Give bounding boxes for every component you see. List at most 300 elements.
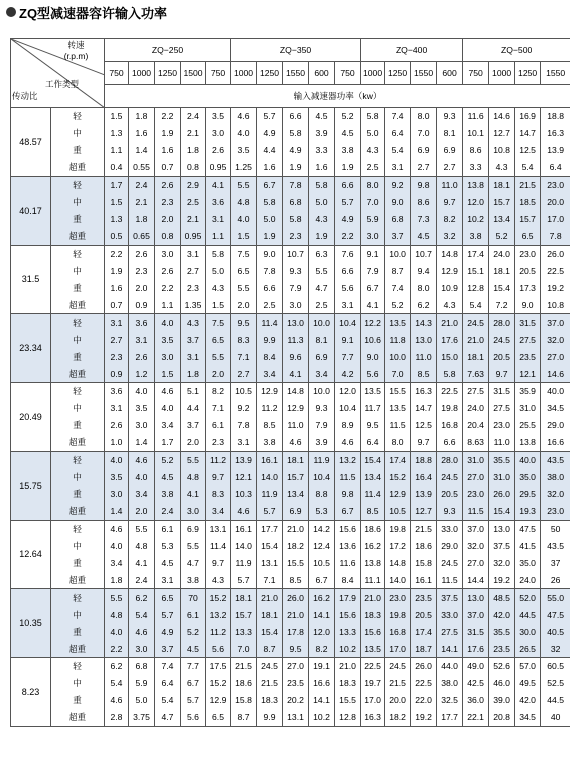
power-value-cell: 10.9 xyxy=(437,279,463,296)
power-value-cell: 10.4 xyxy=(335,314,361,331)
power-value-cell: 9.9 xyxy=(257,709,283,726)
power-value-cell: 2.3 xyxy=(206,434,231,451)
power-value-cell: 5.5 xyxy=(105,589,129,606)
power-value-cell: 4.7 xyxy=(155,709,181,726)
power-value-cell: 15.5 xyxy=(385,383,411,400)
power-value-cell: 28.0 xyxy=(489,314,515,331)
power-value-cell: 5.5 xyxy=(129,520,155,537)
power-value-cell: 3.9 xyxy=(309,434,335,451)
power-value-cell: 13.5 xyxy=(361,640,385,657)
power-value-cell: 3.5 xyxy=(105,468,129,485)
power-value-cell: 4.0 xyxy=(231,125,257,142)
power-value-cell: 5.8 xyxy=(309,176,335,193)
power-value-cell: 9.7 xyxy=(437,193,463,210)
power-value-cell: 4.4 xyxy=(257,142,283,159)
power-value-cell: 37.5 xyxy=(489,537,515,554)
power-value-cell: 11.4 xyxy=(206,537,231,554)
power-value-cell: 5.5 xyxy=(309,262,335,279)
power-value-cell: 6.5 xyxy=(231,262,257,279)
power-value-cell: 12.9 xyxy=(283,400,309,417)
power-value-cell: 10.6 xyxy=(361,331,385,348)
power-value-cell: 8.0 xyxy=(411,108,437,125)
power-value-cell: 4.3 xyxy=(361,142,385,159)
power-value-cell: 1.6 xyxy=(309,159,335,176)
power-value-cell: 8.6 xyxy=(411,193,437,210)
speed-header-cell: 1000 xyxy=(231,62,257,85)
power-value-cell: 3.1 xyxy=(181,348,206,365)
work-type-cell: 重 xyxy=(51,692,105,709)
speed-label xyxy=(51,40,101,62)
power-value-cell: 23.0 xyxy=(489,417,515,434)
power-value-cell: 8.1 xyxy=(309,331,335,348)
power-value-cell: 7.1 xyxy=(257,572,283,589)
power-value-cell: 28.0 xyxy=(437,451,463,468)
power-value-cell: 6.1 xyxy=(206,417,231,434)
power-value-cell: 2.4 xyxy=(181,108,206,125)
power-value-cell: 3.0 xyxy=(361,228,385,245)
power-value-cell: 3.1 xyxy=(105,314,129,331)
work-type-cell: 中 xyxy=(51,262,105,279)
power-value-cell: 25.5 xyxy=(515,417,541,434)
power-value-cell: 16.2 xyxy=(361,537,385,554)
power-value-cell: 13.9 xyxy=(231,451,257,468)
power-value-cell: 14.0 xyxy=(257,468,283,485)
power-value-cell: 18.8 xyxy=(411,451,437,468)
power-value-cell: 5.5 xyxy=(181,537,206,554)
power-value-cell: 4.0 xyxy=(129,468,155,485)
power-value-cell: 7.63 xyxy=(463,365,489,382)
power-value-cell: 2.7 xyxy=(231,365,257,382)
power-value-cell: 11.1 xyxy=(361,572,385,589)
power-value-cell: 11.3 xyxy=(283,331,309,348)
power-value-cell: 21.5 xyxy=(411,520,437,537)
table-row xyxy=(11,554,570,571)
power-value-cell: 6.6 xyxy=(335,262,361,279)
work-type-cell: 轻 xyxy=(51,383,105,400)
work-type-cell: 超重 xyxy=(51,640,105,657)
ratio-cell: 31.5 xyxy=(11,245,51,314)
power-value-cell: 17.0 xyxy=(541,211,570,228)
power-value-cell: 24.5 xyxy=(437,554,463,571)
power-value-cell: 44.0 xyxy=(437,658,463,675)
power-value-cell: 6.6 xyxy=(335,176,361,193)
power-value-cell: 16.8 xyxy=(385,623,411,640)
power-value-cell: 42.0 xyxy=(515,692,541,709)
power-value-cell: 1.6 xyxy=(155,142,181,159)
power-value-cell: 35.0 xyxy=(515,468,541,485)
power-value-cell: 17.4 xyxy=(463,245,489,262)
table-row xyxy=(11,692,570,709)
power-value-cell: 5.4 xyxy=(385,142,411,159)
power-value-cell: 21.5 xyxy=(257,675,283,692)
power-value-cell: 3.4 xyxy=(257,365,283,382)
power-value-cell: 37.5 xyxy=(437,589,463,606)
power-value-cell: 14.0 xyxy=(385,572,411,589)
power-value-cell: 5.4 xyxy=(129,606,155,623)
power-value-cell: 8.5 xyxy=(257,417,283,434)
table-corner-header xyxy=(11,39,105,108)
work-type-cell: 中 xyxy=(51,193,105,210)
power-value-cell: 6.7 xyxy=(361,279,385,296)
power-value-cell: 4.0 xyxy=(231,211,257,228)
power-value-cell: 13.0 xyxy=(463,589,489,606)
power-value-cell: 9.2 xyxy=(231,400,257,417)
work-type-cell: 中 xyxy=(51,400,105,417)
power-value-cell: 1.6 xyxy=(257,159,283,176)
power-value-cell: 8.7 xyxy=(231,709,257,726)
power-value-cell: 18.1 xyxy=(463,348,489,365)
power-value-cell: 1.5 xyxy=(155,365,181,382)
speed-header-cell: 750 xyxy=(206,62,231,85)
power-value-cell: 0.7 xyxy=(155,159,181,176)
power-value-cell: 6.8 xyxy=(283,193,309,210)
power-value-cell: 10.8 xyxy=(489,142,515,159)
power-value-cell: 3.0 xyxy=(129,640,155,657)
power-value-cell: 5.2 xyxy=(155,451,181,468)
power-value-cell: 47.5 xyxy=(541,606,570,623)
power-value-cell: 21.0 xyxy=(283,520,309,537)
power-value-cell: 42.0 xyxy=(489,606,515,623)
power-value-cell: 4.1 xyxy=(129,554,155,571)
power-value-cell: 14.1 xyxy=(437,640,463,657)
power-value-cell: 1.9 xyxy=(257,228,283,245)
power-value-cell: 3.8 xyxy=(181,572,206,589)
power-value-cell: 7.5 xyxy=(231,245,257,262)
power-value-cell: 10.2 xyxy=(309,709,335,726)
power-value-cell: 30.0 xyxy=(515,623,541,640)
power-value-cell: 20.8 xyxy=(489,709,515,726)
power-value-cell: 6.8 xyxy=(385,211,411,228)
power-value-cell: 4.3 xyxy=(206,279,231,296)
power-value-cell: 16.3 xyxy=(361,709,385,726)
power-value-cell: 29.5 xyxy=(515,486,541,503)
table-row xyxy=(11,486,570,503)
power-value-cell: 9.3 xyxy=(283,262,309,279)
ratio-cell: 15.75 xyxy=(11,451,51,520)
power-value-cell: 9.3 xyxy=(437,108,463,125)
power-value-cell: 5.8 xyxy=(283,125,309,142)
power-value-cell: 16.6 xyxy=(541,434,570,451)
power-value-cell: 5.4 xyxy=(105,675,129,692)
power-value-cell: 5.0 xyxy=(129,692,155,709)
power-value-cell: 11.0 xyxy=(411,348,437,365)
power-value-cell: 13.0 xyxy=(489,520,515,537)
table-row xyxy=(11,400,570,417)
speed-header-cell: 1550 xyxy=(411,62,437,85)
power-value-cell: 17.9 xyxy=(335,589,361,606)
power-value-cell: 6.7 xyxy=(257,176,283,193)
power-value-cell: 8.0 xyxy=(385,434,411,451)
power-value-cell: 35.9 xyxy=(515,383,541,400)
power-value-cell: 11.9 xyxy=(257,486,283,503)
work-type-cell: 中 xyxy=(51,606,105,623)
power-value-cell: 9.7 xyxy=(206,468,231,485)
power-value-cell: 13.4 xyxy=(361,468,385,485)
power-value-cell: 1.9 xyxy=(335,159,361,176)
power-value-cell: 11.0 xyxy=(437,176,463,193)
work-type-cell: 中 xyxy=(51,537,105,554)
power-value-cell: 13.6 xyxy=(335,537,361,554)
power-value-cell: 2.1 xyxy=(129,193,155,210)
power-value-cell: 19.2 xyxy=(411,709,437,726)
power-value-cell: 4.0 xyxy=(155,314,181,331)
power-value-cell: 14.7 xyxy=(515,125,541,142)
work-type-cell: 重 xyxy=(51,279,105,296)
power-value-cell: 2.7 xyxy=(437,159,463,176)
power-value-cell: 17.2 xyxy=(385,537,411,554)
power-value-cell: 4.9 xyxy=(283,142,309,159)
power-value-cell: 39.0 xyxy=(489,692,515,709)
power-value-cell: 3.6 xyxy=(105,383,129,400)
work-type-cell: 重 xyxy=(51,142,105,159)
power-value-cell: 6.4 xyxy=(541,159,570,176)
power-value-cell: 9.8 xyxy=(411,176,437,193)
power-value-cell: 49.0 xyxy=(463,658,489,675)
power-value-cell: 15.2 xyxy=(206,675,231,692)
power-value-cell: 2.5 xyxy=(257,297,283,314)
power-value-cell: 4.5 xyxy=(411,228,437,245)
power-value-cell: 27.0 xyxy=(463,554,489,571)
table-row xyxy=(11,228,570,245)
power-value-cell: 3.7 xyxy=(385,228,411,245)
power-value-cell: 7.9 xyxy=(309,417,335,434)
work-type-cell: 重 xyxy=(51,348,105,365)
power-value-cell: 6.2 xyxy=(411,297,437,314)
power-value-cell: 15.4 xyxy=(361,451,385,468)
speed-header-cell: 1000 xyxy=(489,62,515,85)
power-value-cell: 3.0 xyxy=(105,486,129,503)
work-type-label: 工作类型 xyxy=(45,79,80,89)
power-value-cell: 3.2 xyxy=(437,228,463,245)
work-type-cell: 超重 xyxy=(51,572,105,589)
power-value-cell: 4.9 xyxy=(155,623,181,640)
power-value-cell: 17.4 xyxy=(385,451,411,468)
power-value-cell: 18.3 xyxy=(361,606,385,623)
power-value-cell: 20.5 xyxy=(411,606,437,623)
power-value-cell: 11.2 xyxy=(257,400,283,417)
power-value-cell: 8.3 xyxy=(206,486,231,503)
table-row xyxy=(11,572,570,589)
power-value-cell: 6.9 xyxy=(437,142,463,159)
power-value-cell: 3.1 xyxy=(231,434,257,451)
table-row xyxy=(11,468,570,485)
power-value-cell: 26.5 xyxy=(515,640,541,657)
power-value-cell: 20.0 xyxy=(541,193,570,210)
power-value-cell: 33.0 xyxy=(437,520,463,537)
power-value-cell: 22.5 xyxy=(541,262,570,279)
table-row xyxy=(11,193,570,210)
power-value-cell: 13.8 xyxy=(515,434,541,451)
power-value-cell: 2.0 xyxy=(155,211,181,228)
power-value-cell: 11.5 xyxy=(463,503,489,520)
power-value-cell: 2.4 xyxy=(155,503,181,520)
power-value-cell: 9.8 xyxy=(335,486,361,503)
work-type-cell: 轻 xyxy=(51,451,105,468)
power-value-cell: 1.1 xyxy=(155,297,181,314)
power-value-cell: 2.3 xyxy=(181,279,206,296)
power-value-cell: 27.0 xyxy=(541,348,570,365)
power-value-cell: 2.5 xyxy=(309,297,335,314)
ratio-cell: 40.17 xyxy=(11,176,51,245)
power-value-cell: 6.9 xyxy=(181,520,206,537)
power-value-cell: 31.5 xyxy=(489,383,515,400)
model-header: ZQ−250 xyxy=(105,39,231,62)
table-row xyxy=(11,142,570,159)
power-value-cell: 2.7 xyxy=(411,159,437,176)
power-value-cell: 18.2 xyxy=(385,709,411,726)
work-type-cell: 超重 xyxy=(51,434,105,451)
power-value-cell: 14.8 xyxy=(283,383,309,400)
power-value-cell: 22.1 xyxy=(463,709,489,726)
power-value-cell: 26.0 xyxy=(541,245,570,262)
power-value-cell: 32.5 xyxy=(437,692,463,709)
power-value-cell: 40.0 xyxy=(541,383,570,400)
power-value-cell: 16.8 xyxy=(437,417,463,434)
power-value-cell: 15.8 xyxy=(411,554,437,571)
power-value-cell: 9.5 xyxy=(231,314,257,331)
title-text: ZQ型减速器容许输入功率 xyxy=(19,5,168,21)
power-value-cell: 2.9 xyxy=(181,176,206,193)
power-value-cell: 4.8 xyxy=(181,468,206,485)
work-type-cell: 中 xyxy=(51,331,105,348)
power-value-cell: 3.0 xyxy=(155,348,181,365)
power-value-cell: 4.7 xyxy=(309,279,335,296)
power-value-cell: 8.0 xyxy=(411,279,437,296)
speed-header-cell: 1250 xyxy=(515,62,541,85)
power-value-cell: 11.4 xyxy=(257,314,283,331)
power-value-cell: 4.3 xyxy=(437,297,463,314)
power-value-cell: 15.7 xyxy=(283,468,309,485)
power-value-cell: 4.3 xyxy=(206,572,231,589)
power-value-cell: 32.0 xyxy=(541,486,570,503)
power-value-cell: 10.0 xyxy=(309,383,335,400)
power-value-cell: 12.9 xyxy=(257,383,283,400)
power-value-cell: 2.7 xyxy=(181,262,206,279)
power-value-cell: 8.7 xyxy=(257,640,283,657)
power-value-cell: 4.5 xyxy=(309,108,335,125)
power-value-cell: 5.4 xyxy=(463,297,489,314)
power-value-cell: 23.0 xyxy=(541,503,570,520)
speed-header-cell: 600 xyxy=(309,62,335,85)
power-value-cell: 4.0 xyxy=(105,451,129,468)
power-value-cell: 9.3 xyxy=(437,503,463,520)
speed-header-cell: 750 xyxy=(105,62,129,85)
table-row xyxy=(11,279,570,296)
table-row xyxy=(11,262,570,279)
power-value-cell: 13.1 xyxy=(206,520,231,537)
power-value-cell: 5.4 xyxy=(515,159,541,176)
power-value-cell: 1.6 xyxy=(105,279,129,296)
power-value-cell: 3.4 xyxy=(309,365,335,382)
power-value-cell: 27.5 xyxy=(437,623,463,640)
speed-header-cell: 1250 xyxy=(257,62,283,85)
power-value-cell: 60.5 xyxy=(541,658,570,675)
power-value-cell: 5.3 xyxy=(309,503,335,520)
power-value-cell: 1.7 xyxy=(155,434,181,451)
power-value-cell: 11.5 xyxy=(437,572,463,589)
power-value-cell: 37.0 xyxy=(463,606,489,623)
table-row xyxy=(11,297,570,314)
power-value-cell: 3.8 xyxy=(257,434,283,451)
power-value-cell: 1.25 xyxy=(231,159,257,176)
power-value-cell: 13.8 xyxy=(361,554,385,571)
power-value-cell: 40.5 xyxy=(541,623,570,640)
table-row xyxy=(11,211,570,228)
power-value-cell: 1.5 xyxy=(105,108,129,125)
power-value-cell: 4.6 xyxy=(231,503,257,520)
power-value-cell: 4.0 xyxy=(129,383,155,400)
power-value-cell: 4.1 xyxy=(206,176,231,193)
power-value-cell: 24.5 xyxy=(489,331,515,348)
power-value-cell: 4.6 xyxy=(105,692,129,709)
power-value-cell: 16.1 xyxy=(411,572,437,589)
power-value-cell: 4.5 xyxy=(335,125,361,142)
power-value-cell: 2.6 xyxy=(206,142,231,159)
power-value-cell: 19.8 xyxy=(385,606,411,623)
power-value-cell: 11.5 xyxy=(385,417,411,434)
power-value-cell: 3.3 xyxy=(309,142,335,159)
power-value-cell: 3.5 xyxy=(155,331,181,348)
power-value-cell: 2.0 xyxy=(206,365,231,382)
power-value-cell: 17.0 xyxy=(385,640,411,657)
speed-unit-text: (r.p.m) xyxy=(63,51,89,61)
power-value-cell: 5.7 xyxy=(155,606,181,623)
power-value-cell: 31.5 xyxy=(515,314,541,331)
power-value-cell: 5.2 xyxy=(335,108,361,125)
power-value-cell: 43.5 xyxy=(541,537,570,554)
power-value-cell: 10.8 xyxy=(541,297,570,314)
power-value-cell: 11.0 xyxy=(283,417,309,434)
power-value-cell: 2.6 xyxy=(155,262,181,279)
power-value-cell: 20.5 xyxy=(437,486,463,503)
power-value-cell: 7.1 xyxy=(231,348,257,365)
power-value-cell: 1.9 xyxy=(283,159,309,176)
power-value-cell: 2.3 xyxy=(105,348,129,365)
power-value-cell: 21.5 xyxy=(385,675,411,692)
power-value-cell: 6.7 xyxy=(335,503,361,520)
power-value-cell: 4.1 xyxy=(283,365,309,382)
power-value-cell: 6.2 xyxy=(129,589,155,606)
power-value-cell: 18.5 xyxy=(515,193,541,210)
power-value-cell: 9.6 xyxy=(283,348,309,365)
power-value-cell: 12.5 xyxy=(411,417,437,434)
power-value-cell: 7.6 xyxy=(335,245,361,262)
power-value-cell: 40 xyxy=(541,709,570,726)
power-value-cell: 20.2 xyxy=(283,692,309,709)
power-value-cell: 2.5 xyxy=(181,193,206,210)
power-value-cell: 24.5 xyxy=(463,314,489,331)
power-value-cell: 1.1 xyxy=(206,228,231,245)
power-value-cell: 46.0 xyxy=(489,675,515,692)
power-value-cell: 2.5 xyxy=(361,159,385,176)
speed-header-cell: 1000 xyxy=(129,62,155,85)
power-value-cell: 7.8 xyxy=(231,417,257,434)
power-value-cell: 1.5 xyxy=(105,193,129,210)
power-value-cell: 1.8 xyxy=(181,365,206,382)
power-value-cell: 50 xyxy=(541,520,570,537)
power-value-cell: 2.6 xyxy=(105,417,129,434)
power-value-cell: 31.0 xyxy=(489,468,515,485)
table-row xyxy=(11,245,570,262)
power-value-cell: 4.0 xyxy=(155,400,181,417)
power-value-cell: 4.0 xyxy=(105,623,129,640)
power-value-cell: 13.5 xyxy=(361,383,385,400)
power-value-cell: 29.0 xyxy=(437,537,463,554)
power-value-cell: 6.7 xyxy=(309,572,335,589)
power-value-cell: 3.8 xyxy=(335,142,361,159)
power-value-cell: 19.8 xyxy=(437,400,463,417)
power-value-cell: 31.0 xyxy=(463,451,489,468)
